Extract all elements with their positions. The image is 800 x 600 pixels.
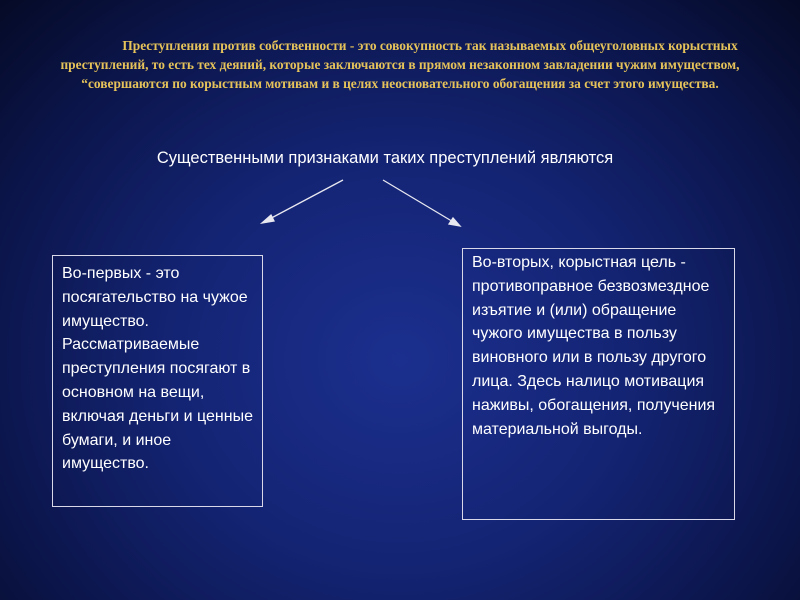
arrow-right	[383, 180, 460, 226]
first-feature-box	[52, 255, 263, 507]
first-feature-text: Во-первых - это посягательство на чужое имущество. Рассматриваемые преступления посягают в основном на вещи, включая деньги и ценные бумаги, и иное имущество.	[62, 265, 253, 473]
arrow-left	[262, 180, 343, 223]
second-feature-text: Во-вторых, корыстная цель - противоправное безвозмездное изъятие и (или) обращение чужого имущества в пользу виновного или в пользу другого лица. Здесь налицо мотивация наживы, обогащения, получения материальной выгоды.	[472, 254, 716, 438]
intro-paragraph: Преступления против собственности - это совокупность так называемых общеуголовных корыстных преступлений, то есть тех деяний, которые заключаются в прямом незаконном завладении чужим имуществом, “совершаются по корыстным мотивам и в целях неосновательного обогащения за счет этого имущества.	[60, 38, 740, 91]
subheading: Существенными признаками таких преступлений являются	[156, 149, 614, 167]
second-feature-box	[462, 248, 735, 520]
arrow-left-head	[262, 215, 274, 223]
arrow-right-head	[449, 218, 460, 226]
